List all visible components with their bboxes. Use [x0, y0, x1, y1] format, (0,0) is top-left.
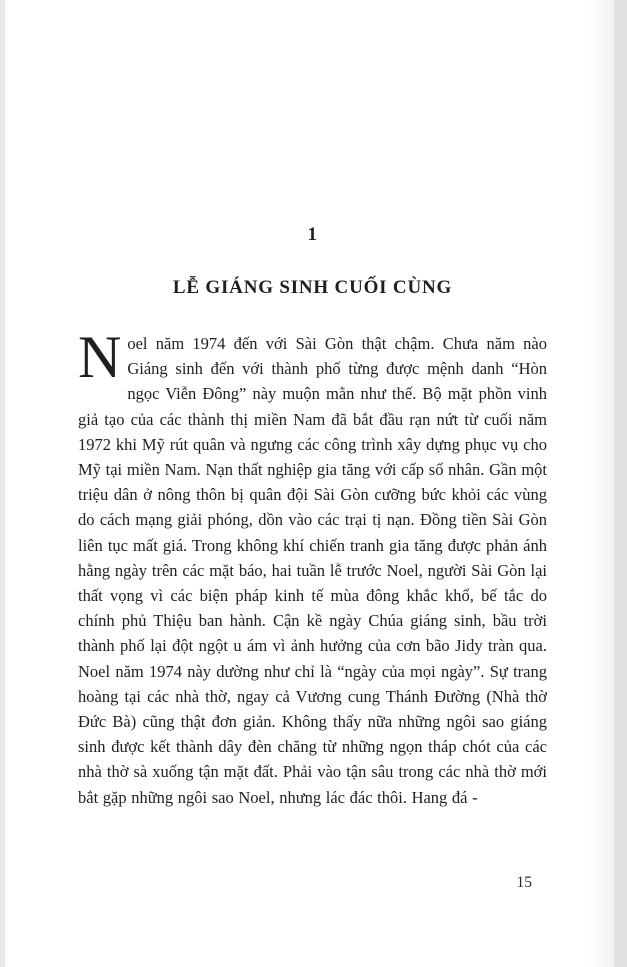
body-paragraph: [78, 324, 547, 810]
page-number: 15: [516, 874, 532, 891]
scan-edge-right: [614, 0, 627, 967]
paragraph-text: oel năm 1974 đến với Sài Gòn thật chậm. Chưa năm nào Giáng sinh đến với thành phố từng được mệnh danh “Hòn ngọc Viễn Đông” này muộn mằn như thế. Bộ mặt phồn vinh giả tạo của các thành thị miền Nam đã bắt đầu rạn nứt từ cuối năm 1972 khi Mỹ rút quân và ngưng các công trình xây dựng phục vụ cho Mỹ tại miền Nam. Nạn thất nghiệp gia tăng với cấp số nhân. Gần một triệu dân ở nông thôn bị quân đội Sài Gòn cưỡng bức khỏi các vùng do cách mạng giải phóng, dồn vào các trại tị nạn. Đồng tiền Sài Gòn liên tục mất giá. Trong không khí chiến tranh gia tăng được phản ánh hằng ngày trên các mặt báo, hai tuần lễ trước Noel, người Sài Gòn lại thất vọng vì các biện pháp kinh tế mùa đông khắc khổ, bế tắc do chính phủ Thiệu ban hành. Cận kề ngày Chúa giáng sinh, bầu trời thành phố lại đột ngột u ám vì ảnh hưởng của cơn bão Jidy tràn qua. Noel năm 1974 này dường như chỉ là “ngày của mọi ngày”. Sự trang hoàng tại các nhà thờ, ngay cả Vương cung Thánh Đường (Nhà thờ Đức Bà) cũng thật đơn giản. Không thấy nữa những ngôi sao giáng sinh được kết thành dây đèn chăng từ những ngọn tháp chót của các nhà thờ sà xuống tận mặt đất. Phải vào tận sâu trong các nhà thờ mới bắt gặp những ngôi sao Noel, nhưng lác đác thôi. Hang đá -: [78, 334, 547, 807]
scan-edge-right-fade: [588, 0, 614, 967]
chapter-number: 1: [307, 224, 318, 245]
drop-cap: N: [78, 324, 122, 390]
chapter-title: LỄ GIÁNG SINH CUỐI CÙNG: [172, 276, 453, 298]
scan-edge-left: [0, 0, 5, 967]
